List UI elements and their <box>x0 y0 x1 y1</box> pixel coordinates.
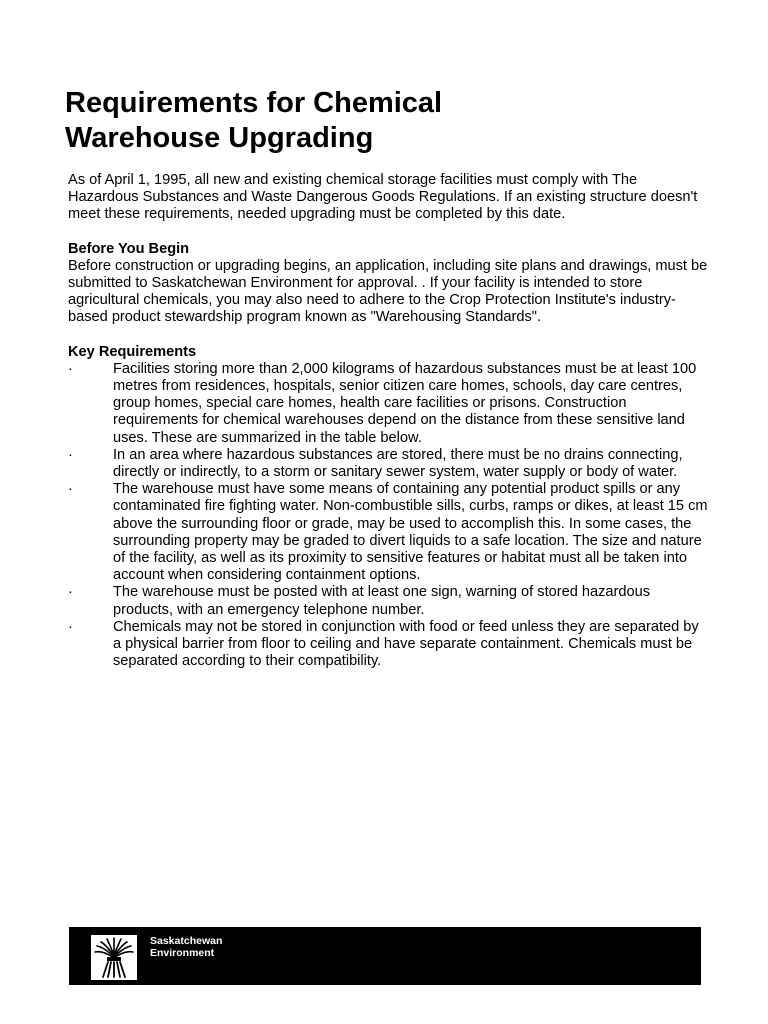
list-item-text: Facilities storing more than 2,000 kilograms of hazardous substances must be at least 100 metres from residences, hospitals, senior citizen care homes, schools, day care centres, group homes, special care homes, health care facilities or prisons. Construction requirements for chemical warehouses depend on the distance from these sensitive land uses. These are summarized in the table below. <box>113 360 697 446</box>
bullet-icon: · <box>68 618 73 635</box>
page-title-line-1: Requirements for Chemical <box>65 87 443 119</box>
list-item <box>68 481 708 584</box>
before-you-begin-heading: Before You Begin <box>68 240 190 257</box>
requirements-list <box>68 361 708 671</box>
bullet-icon: · <box>68 481 73 498</box>
list-item-text: The warehouse must be posted with at least one sign, warning of stored hazardous products, with an emergency telephone number. <box>113 584 651 618</box>
footer-banner <box>69 927 701 985</box>
bullet-icon: · <box>68 360 73 377</box>
footer-organization <box>150 935 222 959</box>
list-item <box>68 619 708 671</box>
before-you-begin-section <box>68 241 708 327</box>
list-item-text: Chemicals may not be stored in conjunction with food or feed unless they are separated by a physical barrier from floor to ceiling and have separate containment. Chemicals must be separated according to their compatibility. <box>113 618 699 670</box>
page-title-line-2: Warehouse Upgrading <box>65 122 374 154</box>
list-item-text: The warehouse must have some means of containing any potential product spills or any contaminated fire fighting water. Non-combustible sills, curbs, ramps or dikes, at least 15 cm above the surrounding floor or grade, may be used to accomplish this. In some cases, the surrounding property may be graded to divert liquids to a safe location. The size and nature of the facility, as well as its proximity to sensitive features or habitat must all be taken into account when considering containment options. <box>113 481 708 584</box>
footer-line-1: Saskatchewan <box>150 935 223 947</box>
bullet-icon: · <box>68 446 73 463</box>
list-item-text: In an area where hazardous substances are stored, there must be no drains connecting, directly or indirectly, to a storm or sanitary sewer system, water supply or body of water. <box>113 446 683 481</box>
bullet-icon: · <box>68 584 73 601</box>
page-title <box>65 86 585 156</box>
list-item <box>68 361 708 447</box>
before-you-begin-paragraph: Before construction or upgrading begins, an application, including site plans and drawings, must be submitted to Saskatchewan Environment for approval. . If your facility is intended to store agricultural chemicals, you may also need to adhere to the Crop Protection Institute's industry-based product stewardship program known as "Warehousing Standards". <box>68 257 708 326</box>
list-item <box>68 584 708 618</box>
wheat-sheaf-logo-icon <box>91 935 137 980</box>
key-requirements-section <box>68 344 708 671</box>
intro-paragraph: As of April 1, 1995, all new and existing chemical storage facilities must comply with The Hazardous Substances and Waste Dangerous Goods Regulations. If an existing structure doesn't meet these requirements, needed upgrading must be completed by this date. <box>68 172 698 223</box>
footer-line-2: Environment <box>150 947 215 959</box>
list-item <box>68 447 708 481</box>
document-body <box>68 172 708 670</box>
key-requirements-heading: Key Requirements <box>68 343 197 360</box>
